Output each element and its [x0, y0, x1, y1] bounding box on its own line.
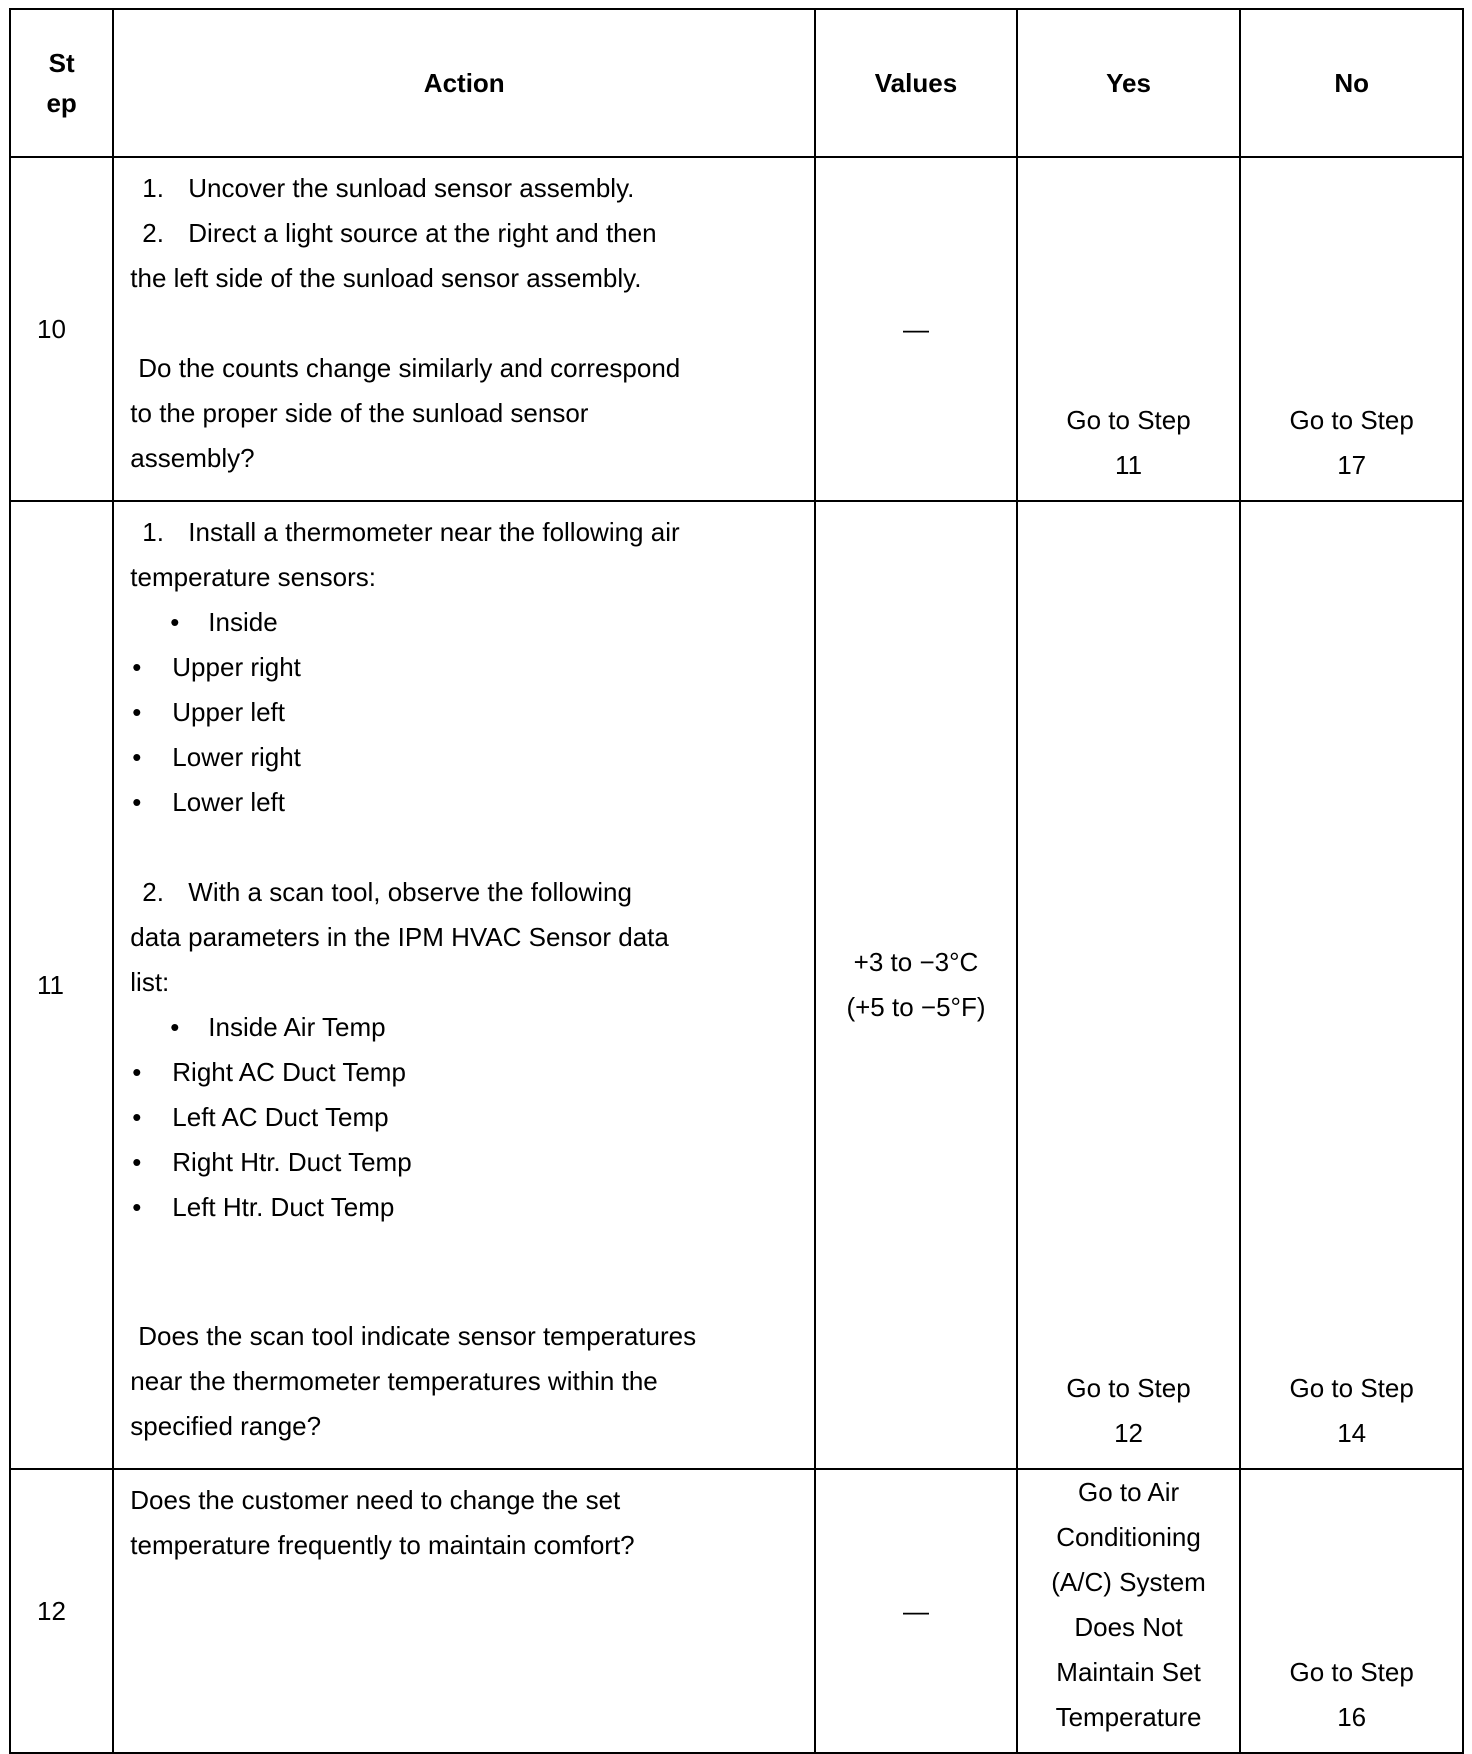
header-action: Action — [113, 9, 815, 157]
step-number: 11 — [10, 501, 113, 1469]
header-yes: Yes — [1017, 9, 1241, 157]
action-item-1: 1. Uncover the sunload sensor assembly. — [142, 173, 635, 203]
header-values: Values — [815, 9, 1017, 157]
action-item-2: 2. With a scan tool, observe the following — [142, 877, 632, 907]
yes-cell: Go to Air Conditioning (A/C) System Does Not Maintain Set Temperature — [1017, 1469, 1241, 1753]
no-cell: Go to Step 17 — [1240, 157, 1463, 501]
action-item-1: 1. Install a thermometer near the following air — [142, 517, 680, 547]
header-step: St ep — [10, 9, 113, 157]
values-cell: — — [815, 1469, 1017, 1753]
table-row-step-12 — [10, 1469, 1463, 1753]
no-cell: Go to Step 16 — [1240, 1469, 1463, 1753]
action-cell: 1. Uncover the sunload sensor assembly. 2. Direct a light source at the right and then the left side of the sunload sensor assembly. Do the counts change similarly and correspond to the proper side of the sunload sensor assembly? — [113, 157, 815, 501]
sensor-list-item: • Upper right — [132, 652, 301, 682]
step-number: 12 — [10, 1469, 113, 1753]
sensor-list-item: • Upper left — [132, 697, 286, 727]
action-question: Does the scan tool indicate sensor temperatures — [138, 1321, 697, 1351]
values-cell: +3 to −3°C (+5 to −5°F) — [815, 501, 1017, 1469]
sensor-list-item: • Inside — [170, 607, 278, 637]
sensor-list-item: • Lower left — [132, 787, 286, 817]
action-cell: Does the customer need to change the set temperature frequently to maintain comfort? — [113, 1469, 815, 1753]
diagnostic-table — [9, 8, 1464, 1754]
header-no: No — [1240, 9, 1463, 157]
header-row — [10, 9, 1463, 157]
param-list-item: • Right Htr. Duct Temp — [132, 1147, 412, 1177]
action-question: Does the customer need to change the set — [130, 1485, 621, 1515]
action-question: Do the counts change similarly and correspond — [138, 353, 681, 383]
step-number: 10 — [10, 157, 113, 501]
values-cell: — — [815, 157, 1017, 501]
param-list-item: • Left AC Duct Temp — [132, 1102, 389, 1132]
yes-cell: Go to Step 12 — [1017, 501, 1241, 1469]
sensor-list-item: • Lower right — [132, 742, 301, 772]
action-item-2: 2. Direct a light source at the right and then — [142, 218, 657, 248]
param-list-item: • Right AC Duct Temp — [132, 1057, 406, 1087]
table-row-step-10 — [10, 157, 1463, 501]
yes-cell: Go to Step 11 — [1017, 157, 1241, 501]
action-cell: 1. Install a thermometer near the following air temperature sensors: • Inside • Upper right • Upper left • Lower right • Lower left 2. With a scan tool, observe the following data parameters in the IPM HVAC Sensor data list: • Inside Air Temp • Right AC Duct Temp • Left AC Duct Temp • Right Htr. Duct Temp • Left Htr. Duct Temp Does the scan tool indicate sensor temperatures near the thermometer temperatures within the specified range? — [113, 501, 815, 1469]
param-list-item: • Left Htr. Duct Temp — [132, 1192, 395, 1222]
no-cell: Go to Step 14 — [1240, 501, 1463, 1469]
param-list-item: • Inside Air Temp — [170, 1012, 386, 1042]
table-row-step-11 — [10, 501, 1463, 1469]
